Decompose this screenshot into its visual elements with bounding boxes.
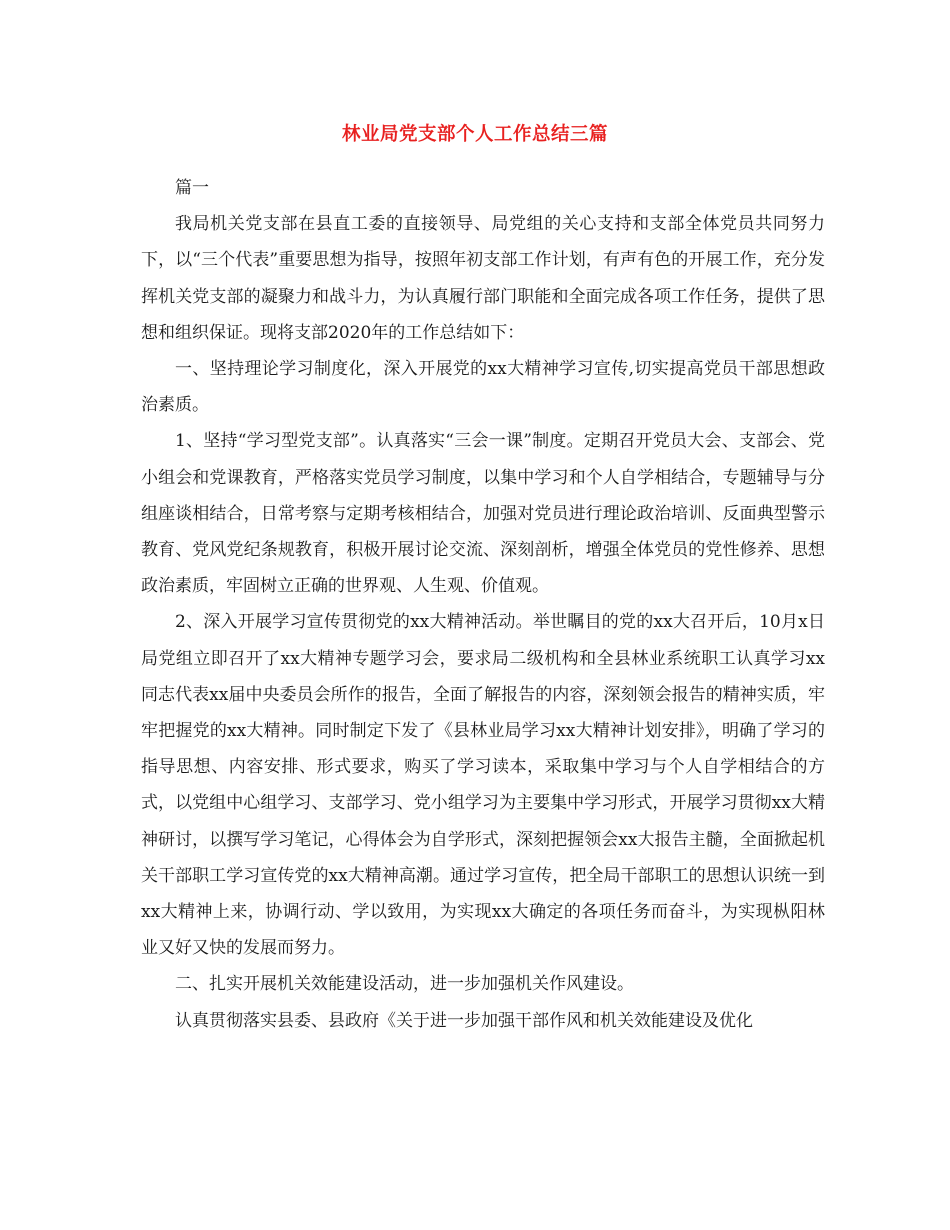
paragraph-section-two-heading: 二、扎实开展机关效能建设活动，进一步加强机关作风建设。 xyxy=(175,974,634,995)
paragraph-section-one-heading: 一、坚持理论学习制度化，深入开展党的xx大精神学习宣传,切实提高党员干部思想政治素质。 xyxy=(141,359,825,416)
paragraph-section-two-body: 认真贯彻落实县委、县政府《关于进一步加强干部作风和机关效能建设及优化 xyxy=(175,1010,753,1031)
paragraph-intro: 我局机关党支部在县直工委的直接领导、局党组的关心支持和支部全体党员共同努力下，以“三个代表”重要思想为指导，按照年初支部工作计划，有声有色的开展工作，充分发挥机关党支部的凝聚力和战斗力，为认真履行部门职能和全面完成各项工作任务，提供了思想和组织保证。现将支部2020年的工作总结如下： xyxy=(141,214,825,343)
paragraph-item-two: 2、深入开展学习宣传贯彻党的xx大精神活动。举世瞩目的党的xx大召开后，10月x日局党组立即召开了xx大精神专题学习会，要求局二级机构和全县林业系统职工认真学习xx同志代表xx届中央委员会所作的报告，全面了解报告的内容，深刻领会报告的精神实质，牢牢把握党的xx大精神。同时制定下发了《县林业局学习xx大精神计划安排》，明确了学习的指导思想、内容安排、形式要求，购买了学习读本，采取集中学习与个人自学相结合的方式，以党组中心组学习、支部学习、党小组学习为主要集中学习形式，开展学习贯彻xx大精神研讨，以撰写学习笔记，心得体会为自学形式，深刻把握领会xx大报告主髓，全面掀起机关干部职工学习宣传党的xx大精神高潮。通过学习宣传，把全局干部职工的思想认识统一到xx大精神上来，协调行动、学以致用，为实现xx大确定的各项任务而奋斗，为实现枞阳林业又好又快的发展而努力。 xyxy=(141,612,825,959)
document-title: 林业局党支部个人工作总结三篇 xyxy=(341,124,608,145)
section-heading: 篇一 xyxy=(175,178,209,198)
paragraph-item-one: 1、坚持“学习型党支部”。认真落实“三会一课”制度。定期召开党员大会、支部会、党小组会和党课教育，严格落实党员学习制度，以集中学习和个人自学相结合，专题辅导与分组座谈相结合，日常考察与定期考核相结合，加强对党员进行理论政治培训、反面典型警示教育、党风党纪条规教育，积极开展讨论交流、深刻剖析，增强全体党员的党性修养、思想政治素质，牢固树立正确的世界观、人生观、价值观。 xyxy=(141,431,825,597)
document-body xyxy=(141,170,825,1039)
